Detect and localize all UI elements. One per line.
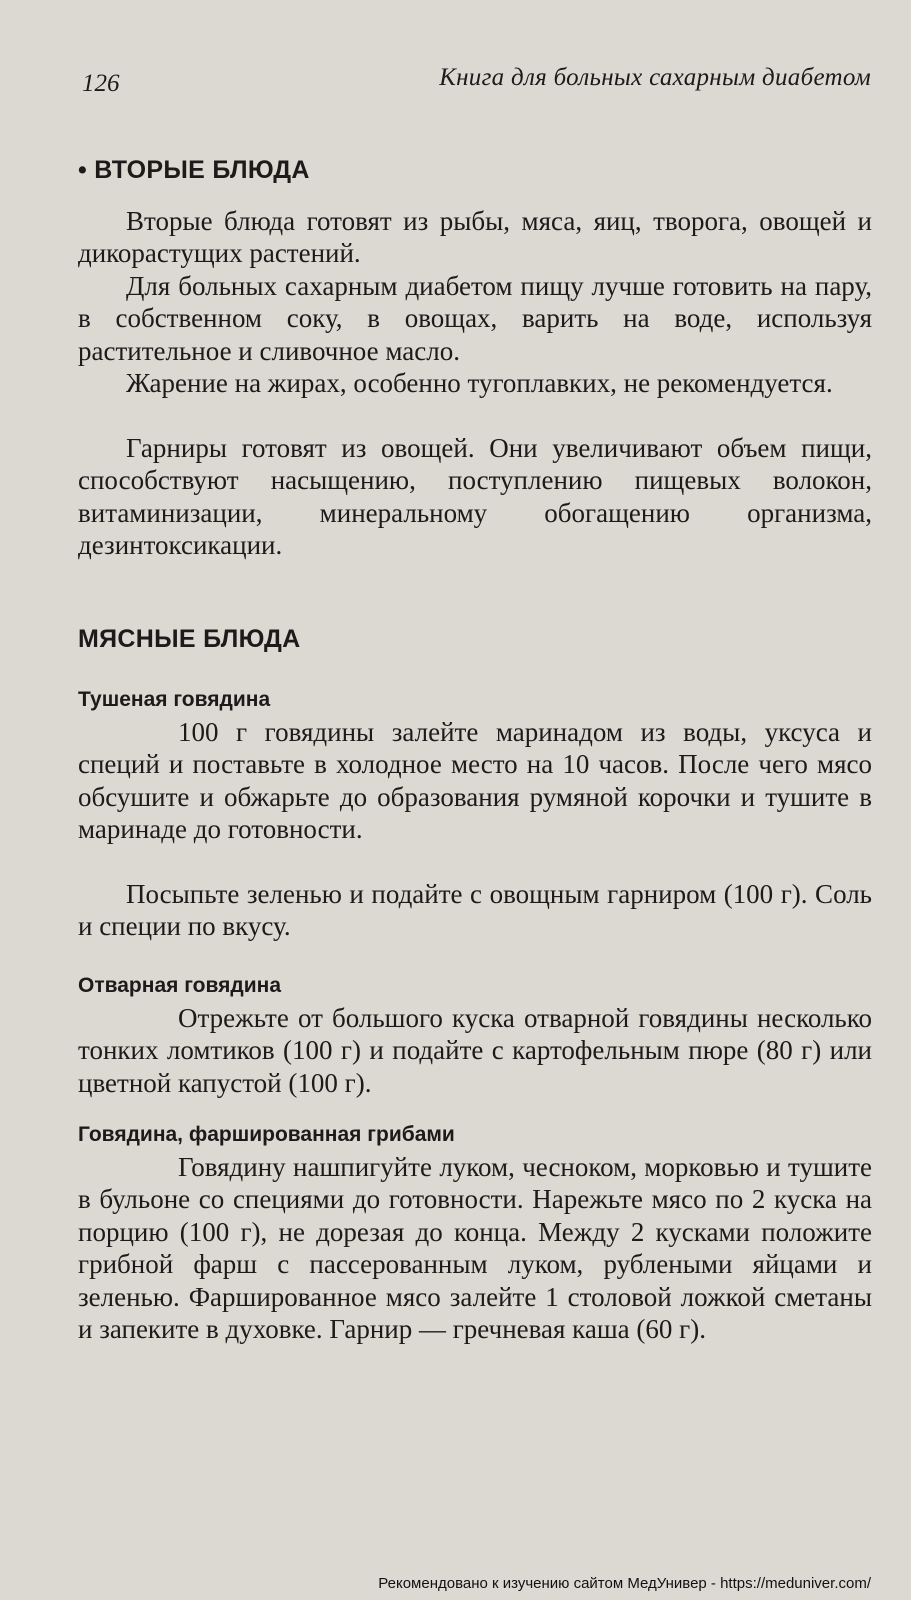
subsection-heading: МЯСНЫЕ БЛЮДА [78, 625, 301, 653]
paragraph: Для больных сахарным диабетом пищу лучше готовить на пару, в собственном соку, в овощах, варить на воде, используя растительное и сливочное масло. [78, 271, 872, 366]
book-title: Книга для больных сахарным диабетом [439, 64, 871, 91]
recipe-paragraph: 100 г говядины залейте маринадом из воды, уксуса и специй и поставьте в холодное место на 10 часов. После чего мясо обсушите и обжарьте до образования румяной корочки и тушите в маринаде до готовности. [78, 717, 872, 845]
footer-link[interactable]: Рекомендовано к изучению сайтом МедУнивер - https://meduniver.com/ [378, 1575, 871, 1592]
recipe-title: Отварная говядина [78, 974, 281, 997]
paragraph: Вторые блюда готовят из рыбы, мяса, яиц, творога, овощей и дикорастущих растений. [78, 206, 872, 269]
page-number: 126 [82, 70, 120, 97]
paragraph: Гарниры готовят из овощей. Они увеличивают объем пищи, способствуют насыщению, поступлению пищевых волокон, витаминизации, минеральному обогащению организма, дезинтоксикации. [78, 433, 872, 561]
recipe-paragraph: Посыпьте зеленью и подайте с овощным гарниром (100 г). Соль и специи по вкусу. [78, 879, 872, 942]
section-heading: • ВТОРЫЕ БЛЮДА [78, 156, 310, 184]
recipe-title: Говядина, фаршированная грибами [78, 1123, 455, 1146]
paragraph: Жарение на жирах, особенно тугоплавких, не рекомендуется. [126, 368, 833, 398]
recipe-title: Тушеная говядина [78, 688, 271, 711]
recipe-paragraph: Отрежьте от большого куска отварной говядины несколько тонких ломтиков (100 г) и подайте с картофельным пюре (80 г) или цветной капустой (100 г). [78, 1003, 872, 1098]
recipe-paragraph: Говядину нашпигуйте луком, чесноком, морковью и тушите в бульоне со специями до готовности. Нарежьте мясо по 2 куска на порцию (100 г), не дорезая до конца. Между 2 кусками положите грибной фарш с пассерованным луком, рублеными яйцами и зеленью. Фаршированное мясо залейте 1 столовой ложкой сметаны и запеките в духовке. Гарнир — гречневая каша (60 г). [78, 1152, 872, 1345]
running-header [78, 62, 871, 102]
